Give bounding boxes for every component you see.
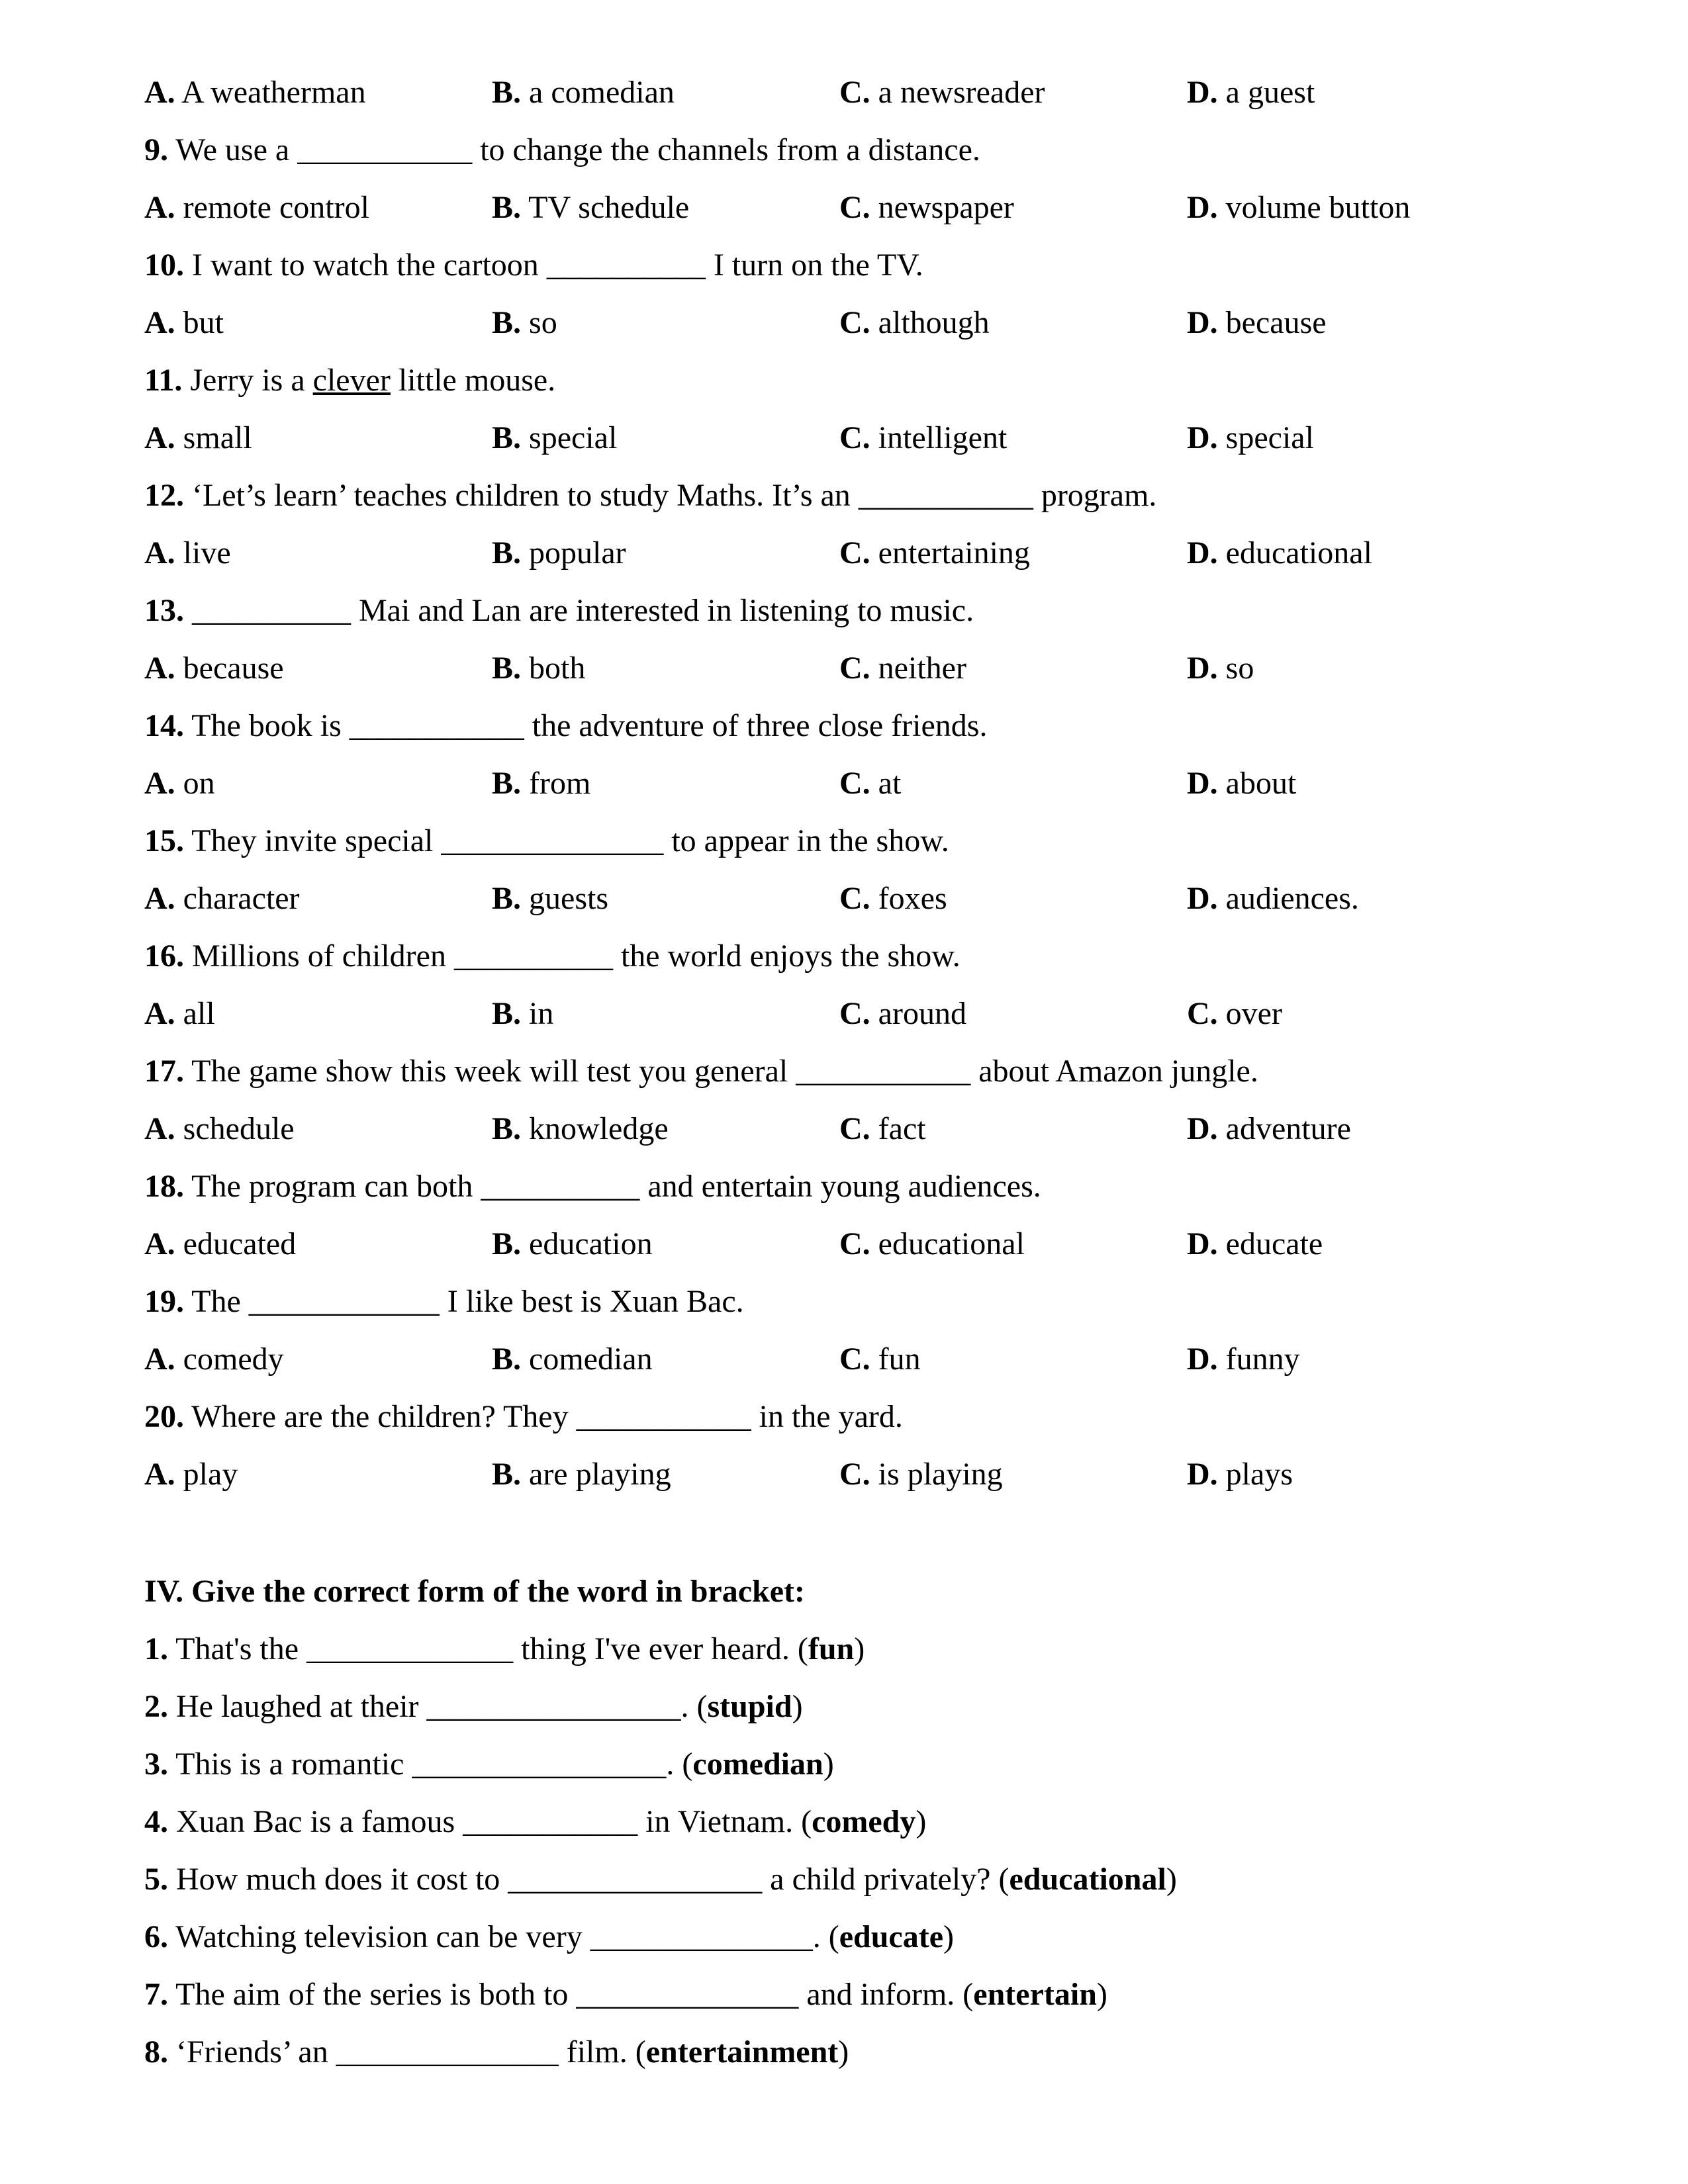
word-form-item-4: 4. Xuan Bac is a famous ___________ in Vietnam. (comedy) [144, 1804, 927, 1839]
question-17: 17. The game show this week will test you general ___________ about Amazon jungle. [144, 1054, 1258, 1089]
option-d: D. special [1187, 420, 1314, 455]
question-14: 14. The book is ___________ the adventure of three close friends. [144, 708, 988, 743]
question-19-options [144, 1340, 1568, 1379]
option-d: D. so [1187, 651, 1254, 686]
question-11-options [144, 418, 1568, 458]
option-b: B. TV schedule [492, 190, 690, 225]
answer-blank: ______________ [441, 823, 664, 858]
word-form-item-3: 3. This is a romantic ________________. (comedian) [144, 1747, 834, 1782]
answer-blank: _____________ [306, 1631, 514, 1666]
answer-blank: ______________ [590, 1919, 813, 1954]
option-b: B. guests [492, 881, 609, 916]
section-iv-title: IV. Give the correct form of the word in bracket: [144, 1574, 805, 1609]
question-9: 9. We use a ___________ to change the channels from a distance. [144, 132, 980, 167]
answer-blank: __________ [546, 248, 706, 283]
question-12: 12. ‘Let’s learn’ teaches children to study Maths. It’s an ___________ program. [144, 478, 1157, 513]
option-d: C. over [1187, 996, 1282, 1031]
option-b: B. special [492, 420, 618, 455]
underlined-word: clever [312, 363, 391, 398]
option-d: D. funny [1187, 1342, 1300, 1377]
option-b: B. popular [492, 535, 626, 570]
option-a: A. character [144, 881, 300, 916]
question-17-options [144, 1109, 1568, 1149]
question-16: 16. Millions of children __________ the world enjoys the show. [144, 938, 961, 974]
question-13-options [144, 649, 1568, 688]
answer-blank: ___________ [576, 1399, 751, 1434]
question-18: 18. The program can both __________ and entertain young audiences. [144, 1169, 1041, 1204]
option-a: A. all [144, 996, 215, 1031]
option-b: B. comedian [492, 1342, 653, 1377]
option-d: D. adventure [1187, 1111, 1351, 1146]
answer-blank: ________________ [426, 1689, 681, 1724]
answer-blank: ______________ [336, 2034, 559, 2070]
option-c: C. at [839, 766, 902, 801]
option-c: C. around [839, 996, 966, 1031]
answer-blank: __________ [481, 1169, 640, 1204]
question-13: 13. __________ Mai and Lan are interested in listening to music. [144, 593, 974, 628]
option-d: D. about [1187, 766, 1297, 801]
option-a: A. small [144, 420, 252, 455]
question-19: 19. The ____________ I like best is Xuan Bac. [144, 1284, 744, 1319]
option-b: B. both [492, 651, 586, 686]
option-a: A. schedule [144, 1111, 295, 1146]
answer-blank: ___________ [858, 478, 1033, 513]
answer-blank: __________ [453, 938, 613, 974]
option-b: B. so [492, 305, 557, 340]
option-a: A. because [144, 651, 284, 686]
option-c: C. is playing [839, 1457, 1003, 1492]
question-20: 20. Where are the children? They ___________ in the yard. [144, 1399, 903, 1434]
option-c: C. entertaining [839, 535, 1030, 570]
option-d: D. because [1187, 305, 1327, 340]
answer-blank: __________ [192, 593, 351, 628]
option-c: C. intelligent [839, 420, 1008, 455]
option-a: A. comedy [144, 1342, 284, 1377]
option-c: C. fun [839, 1342, 921, 1377]
option-b: B. knowledge [492, 1111, 669, 1146]
answer-blank: ___________ [463, 1804, 638, 1839]
question-20-options [144, 1455, 1568, 1494]
answer-blank: ______________ [576, 1977, 799, 2012]
answer-blank: ____________ [248, 1284, 440, 1319]
option-b: B. are playing [492, 1457, 671, 1492]
question-11: 11. Jerry is a clever little mouse. [144, 363, 556, 398]
option-c: C. a newsreader [839, 75, 1045, 110]
option-b: B. a comedian [492, 75, 675, 110]
option-c: C. newspaper [839, 190, 1014, 225]
option-a: A. on [144, 766, 215, 801]
word-form-item-6: 6. Watching television can be very ______________. (educate) [144, 1919, 954, 1954]
question-18-options [144, 1224, 1568, 1264]
option-d: D. educational [1187, 535, 1372, 570]
option-a: A. live [144, 535, 231, 570]
option-d: D. audiences. [1187, 881, 1359, 916]
word-form-item-7: 7. The aim of the series is both to ______________ and inform. (entertain) [144, 1977, 1107, 2012]
answer-blank: ___________ [349, 708, 524, 743]
answer-blank: ___________ [297, 132, 473, 167]
option-b: B. from [492, 766, 591, 801]
question-9-options [144, 188, 1568, 228]
option-d: D. a guest [1187, 75, 1315, 110]
word-form-item-2: 2. He laughed at their ________________. (stupid) [144, 1689, 803, 1724]
question-12-options [144, 533, 1568, 573]
option-d: D. plays [1187, 1457, 1293, 1492]
option-a: A. play [144, 1457, 238, 1492]
option-c: C. educational [839, 1226, 1025, 1261]
option-c: C. fact [839, 1111, 926, 1146]
option-c: C. foxes [839, 881, 947, 916]
option-c: C. neither [839, 651, 966, 686]
word-form-item-5: 5. How much does it cost to ________________ a child privately? (educational) [144, 1862, 1177, 1897]
answer-blank: ________________ [508, 1862, 763, 1897]
question-16-options [144, 994, 1568, 1034]
option-d: D. volume button [1187, 190, 1411, 225]
answer-blank: ________________ [412, 1747, 667, 1782]
word-form-item-1: 1. That's the _____________ thing I've ever heard. (fun) [144, 1631, 865, 1666]
option-c: C. although [839, 305, 990, 340]
question-8-options [144, 73, 1568, 113]
question-15: 15. They invite special ______________ to appear in the show. [144, 823, 949, 858]
question-10: 10. I want to watch the cartoon __________ I turn on the TV. [144, 248, 923, 283]
question-15-options [144, 879, 1568, 919]
question-14-options [144, 764, 1568, 803]
question-10-options [144, 303, 1568, 343]
answer-blank: ___________ [796, 1054, 971, 1089]
option-b: B. education [492, 1226, 653, 1261]
option-d: D. educate [1187, 1226, 1323, 1261]
option-a: A. remote control [144, 190, 369, 225]
option-a: A. A weatherman [144, 75, 366, 110]
option-a: A. educated [144, 1226, 297, 1261]
word-form-item-8: 8. ‘Friends’ an ______________ film. (entertainment) [144, 2034, 849, 2070]
option-a: A. but [144, 305, 224, 340]
option-b: B. in [492, 996, 554, 1031]
